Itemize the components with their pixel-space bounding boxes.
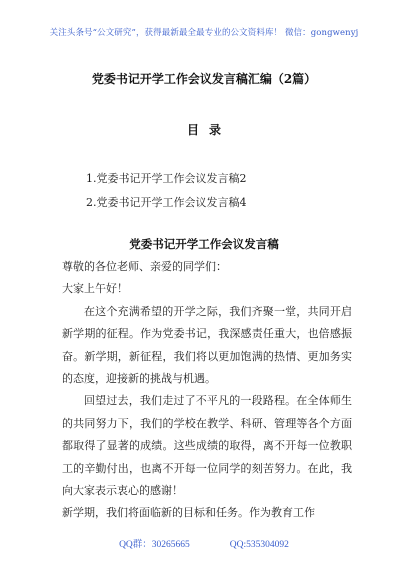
table-of-contents [86, 168, 247, 216]
body-text [62, 256, 352, 525]
greeting-paragraph: 大家上午好！ [62, 282, 128, 296]
footer-contact [0, 536, 408, 550]
toc-item[interactable]: 2.党委书记开学工作会议发言稿4 [86, 196, 247, 209]
body-paragraph: 在这个充满希望的开学之际，我们齐聚一堂，共同开启新学期的征程。作为党委书记，我深感责任重大，也倍感振奋。新学期，新征程，我们将以更加饱满的热情、更加务实的态度，迎接新的挑战与机遇。 [62, 304, 352, 386]
toc-item[interactable]: 1.党委书记开学工作会议发言稿2 [86, 172, 247, 185]
qq-number: QQ:535304092 [229, 540, 289, 550]
body-paragraph: 回望过去，我们走过了不平凡的一段路程。在全体师生的共同努力下，我们的学校在教学、科研、管理等各个方面都取得了显著的成绩。这些成绩的取得，离不开每一位教职工的辛勤付出，也离不开每一位同学的刻苦努力。在此，我向大家表示衷心的感谢！ [62, 394, 352, 498]
header-banner[interactable]: 关注头条号“公文研究”，获得最新最全最专业的公文资料库！ 微信：gongwenyj [49, 28, 359, 38]
salutation-paragraph: 尊敬的各位老师、亲爱的同学们： [62, 260, 227, 273]
section-title: 党委书记开学工作会议发言稿 [129, 237, 279, 251]
document-title: 党委书记开学工作会议发言稿汇编（2篇） [91, 72, 317, 86]
toc-heading: 目录 [186, 123, 231, 137]
qq-group-number: QQ群：30265665 [119, 540, 190, 550]
body-paragraph: 新学期，我们将面临新的目标和任务。作为教育工作 [62, 506, 315, 520]
